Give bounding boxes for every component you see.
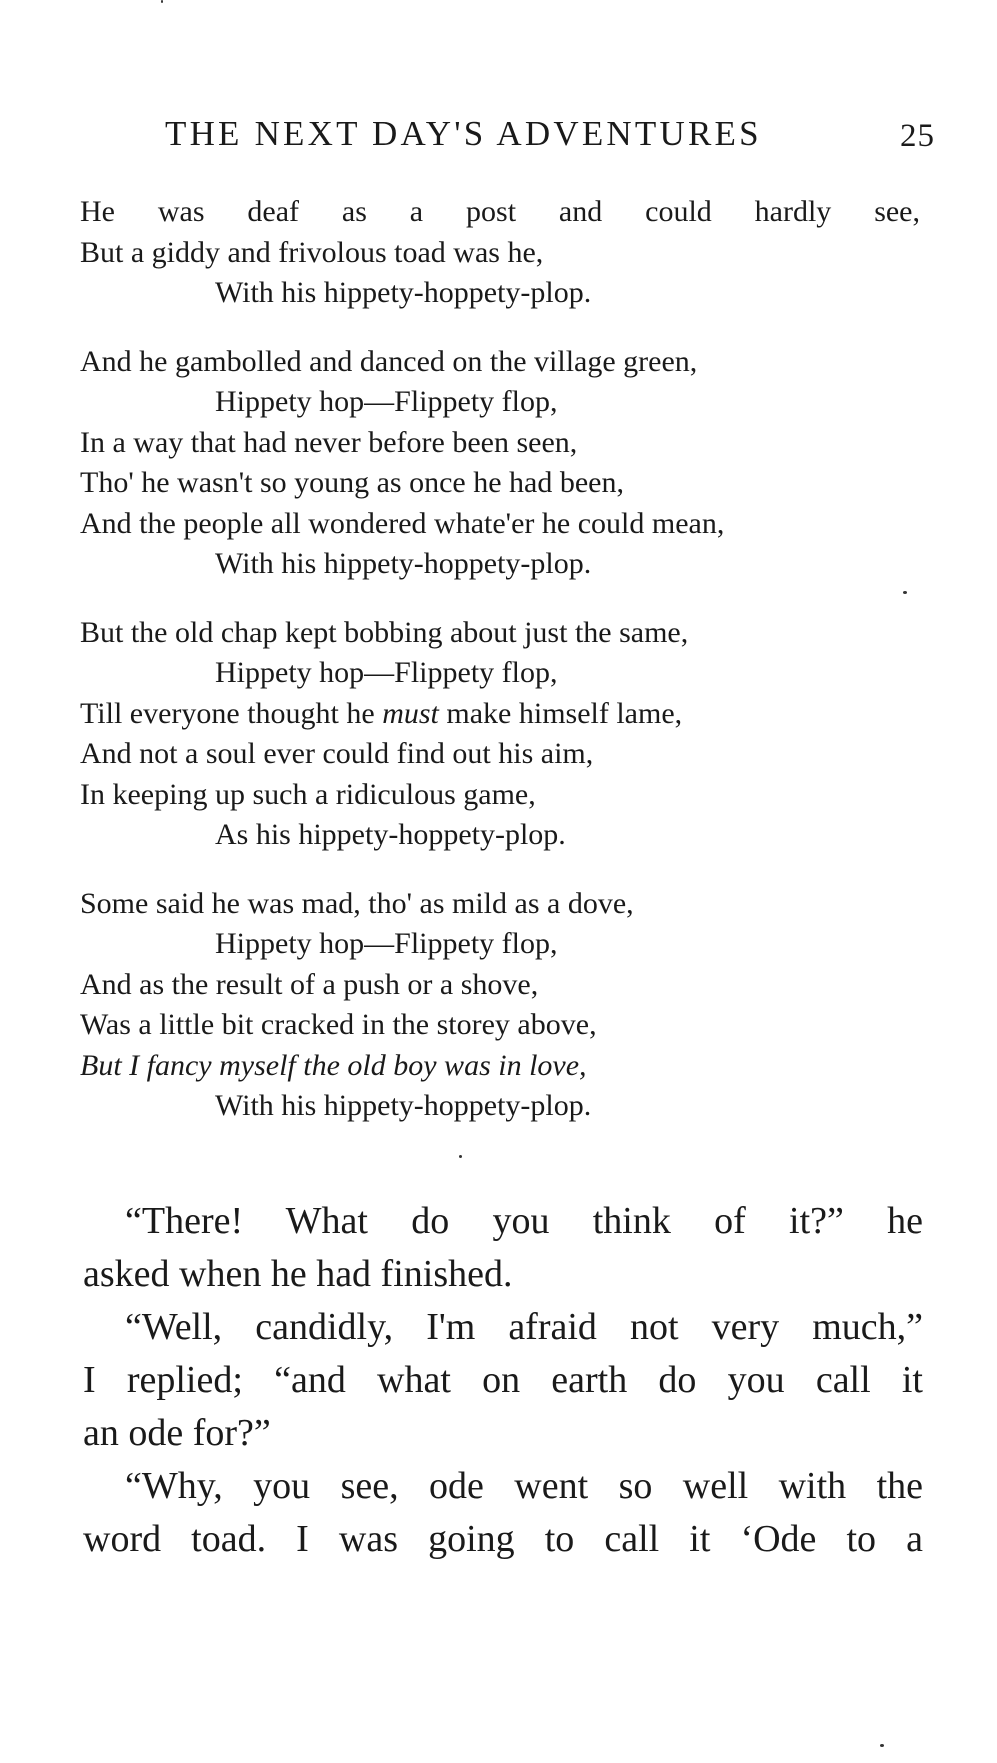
poem-line: And the people all wondered whate'er he could mean, [80, 506, 725, 540]
poem-refrain: With his hippety-hoppety-plop. [215, 1089, 592, 1122]
poem-line: And as the result of a push or a shove, [80, 967, 539, 1001]
emphasis-must: must [382, 696, 439, 730]
poem-line: And not a soul ever could find out his aim, [80, 737, 594, 770]
prose-line: an ode for?” [83, 1412, 271, 1454]
print-speck [903, 591, 907, 594]
poem-line: In keeping up such a ridiculous game, [80, 777, 536, 811]
poem-line: Some said he was mad, tho' as mild as a dove, [80, 886, 634, 920]
prose-line: asked when he had finished. [83, 1253, 513, 1295]
poem-line: In a way that had never before been seen, [80, 425, 578, 459]
poem-line [80, 694, 920, 735]
prose-line: “Why, you see, ode went so well with the [125, 1465, 923, 1507]
running-head [165, 114, 935, 164]
prose-line: “Well, candidly, I'm afraid not very much,” [125, 1306, 923, 1348]
poem [80, 192, 920, 1127]
poem-refrain: With his hippety-hoppety-plop. [215, 547, 592, 580]
poem-chorus: Hippety hop—Flippety flop, [215, 385, 558, 418]
poem-line-italic [80, 1046, 920, 1087]
poem-line-start: Till everyone thought he [80, 696, 383, 730]
prose-line: “There! What do you think of it?” he [125, 1200, 923, 1242]
prose-line: word toad. I was going to call it ‘Ode to a [83, 1518, 923, 1560]
poem-line: Was a little bit cracked in the storey above, [80, 1008, 597, 1041]
page-number: 25 [900, 118, 935, 154]
print-speck [880, 1744, 884, 1747]
poem-line: Tho' he wasn't so young as once he had been, [80, 466, 624, 499]
prose-line: I replied; “and what on earth do you call it [83, 1359, 923, 1401]
poem-line: But the old chap kept bobbing about just the same, [80, 615, 689, 649]
poem-line: He was deaf as a post and could hardly see, [80, 195, 920, 228]
italic-line: But I fancy myself the old boy was in love, [80, 1048, 587, 1082]
poem-line: And he gambolled and danced on the village green, [80, 344, 698, 378]
stanza-1 [80, 192, 920, 314]
stanza-2 [80, 342, 920, 585]
prose-body [83, 1195, 923, 1566]
stanza-3 [80, 613, 920, 856]
poem-chorus: Hippety hop—Flippety flop, [215, 656, 558, 689]
print-speck [459, 1155, 462, 1158]
poem-chorus: Hippety hop—Flippety flop, [215, 927, 558, 960]
poem-line-end: make himself lame, [438, 696, 683, 730]
running-title: THE NEXT DAY'S ADVENTURES [165, 114, 762, 153]
poem-line: But a giddy and frivolous toad was he, [80, 235, 544, 269]
poem-refrain: As his hippety-hoppety-plop. [215, 818, 566, 851]
print-speck [161, 0, 163, 3]
stanza-4 [80, 884, 920, 1127]
poem-refrain: With his hippety-hoppety-plop. [215, 276, 592, 309]
